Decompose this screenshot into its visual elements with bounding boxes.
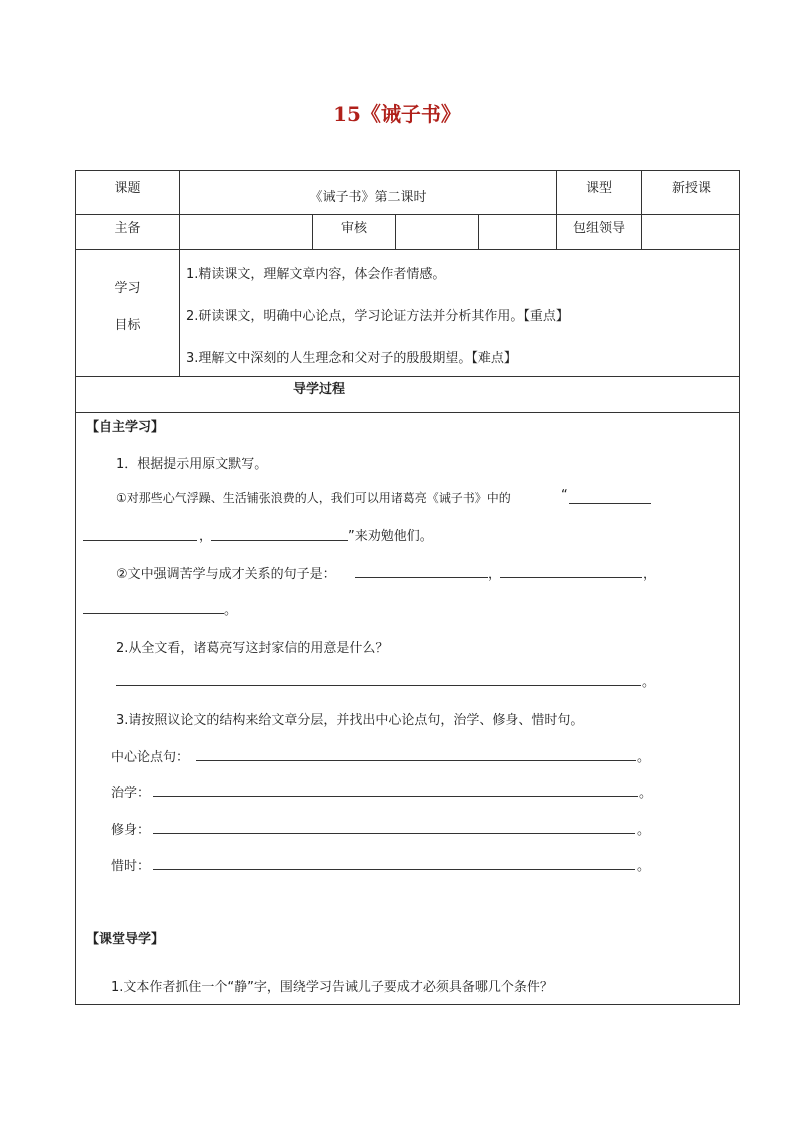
table-rule [76, 412, 739, 413]
period: 。 [637, 823, 651, 838]
class-guide-question-1: 1.文本作者抓住一个“静”字，围绕学习告诫儿子要成才必须具备哪几个条件？ [111, 980, 553, 995]
answer-blank[interactable] [569, 503, 651, 504]
answer-blank[interactable] [153, 869, 635, 870]
review-label: 审核 [340, 221, 367, 236]
answer-blank[interactable] [153, 796, 638, 797]
answer-blank[interactable] [196, 760, 636, 761]
cultivate-label: 修身： [111, 823, 151, 838]
answer-blank[interactable] [83, 613, 224, 614]
topic-value: 《诫子书》第二课时 [309, 190, 427, 205]
question-2: 2.从全文看，诸葛亮写这封家信的用意是什么？ [116, 641, 389, 656]
answer-blank[interactable] [153, 833, 635, 834]
type-value: 新授课 [671, 181, 711, 196]
comma: ， [199, 529, 213, 544]
topic-label: 课题 [114, 181, 141, 196]
class-guide-heading: 【课堂导学】 [86, 932, 165, 947]
type-label: 课型 [585, 181, 612, 196]
table-rule [395, 214, 396, 249]
table-rule [478, 214, 479, 249]
comma: ， [488, 567, 502, 582]
table-rule [76, 376, 739, 377]
objective-item: 2.研读课文，明确中心论点，学习论证方法并分析其作用。【重点】 [186, 309, 569, 324]
period: 。 [224, 603, 238, 618]
center-argument-label: 中心论点句： [111, 750, 190, 765]
answer-blank[interactable] [355, 577, 488, 578]
time-label: 惜时： [111, 859, 151, 874]
answer-blank[interactable] [211, 540, 348, 541]
page-title: 15《诫子书》 [333, 102, 461, 126]
lead-label: 主备 [114, 221, 141, 236]
objective-item: 3.理解文中深刻的人生理念和父对子的殷殷期望。【难点】 [186, 351, 517, 366]
table-rule [76, 214, 739, 215]
question-3: 3.请按照议论文的结构来给文章分层，并找出中心论点句，治学、修身、惜时句。 [116, 713, 584, 728]
study-label: 治学： [111, 786, 151, 801]
question-1-1: ①对那些心气浮躁、生活铺张浪费的人，我们可以用诸葛亮《诫子书》中的 [116, 491, 511, 505]
period: 。 [639, 786, 653, 801]
period: 。 [637, 859, 651, 874]
question-1-2: ②文中强调苦学与成才关系的句子是： [116, 567, 336, 582]
objective-item: 1.精读课文，理解文章内容，体会作者情感。 [186, 267, 446, 282]
objectives-label: 学习 [114, 281, 141, 296]
answer-blank[interactable] [500, 577, 642, 578]
lesson-plan-table [75, 170, 740, 1005]
group-leader-label: 包组领导 [572, 221, 625, 236]
table-rule [76, 249, 739, 250]
comma: ， [643, 567, 657, 582]
quote-open: “ [561, 488, 568, 503]
period: 。 [637, 750, 651, 765]
objectives-label: 目标 [114, 318, 141, 333]
answer-blank[interactable] [116, 685, 641, 686]
question-1: 1．根据提示用原文默写。 [116, 457, 268, 472]
period: 。 [642, 675, 656, 690]
question-1-1-end: ”来劝勉他们。 [348, 529, 433, 544]
section-heading: 导学过程 [293, 382, 346, 397]
answer-blank[interactable] [83, 540, 197, 541]
self-study-heading: 【自主学习】 [86, 420, 165, 435]
